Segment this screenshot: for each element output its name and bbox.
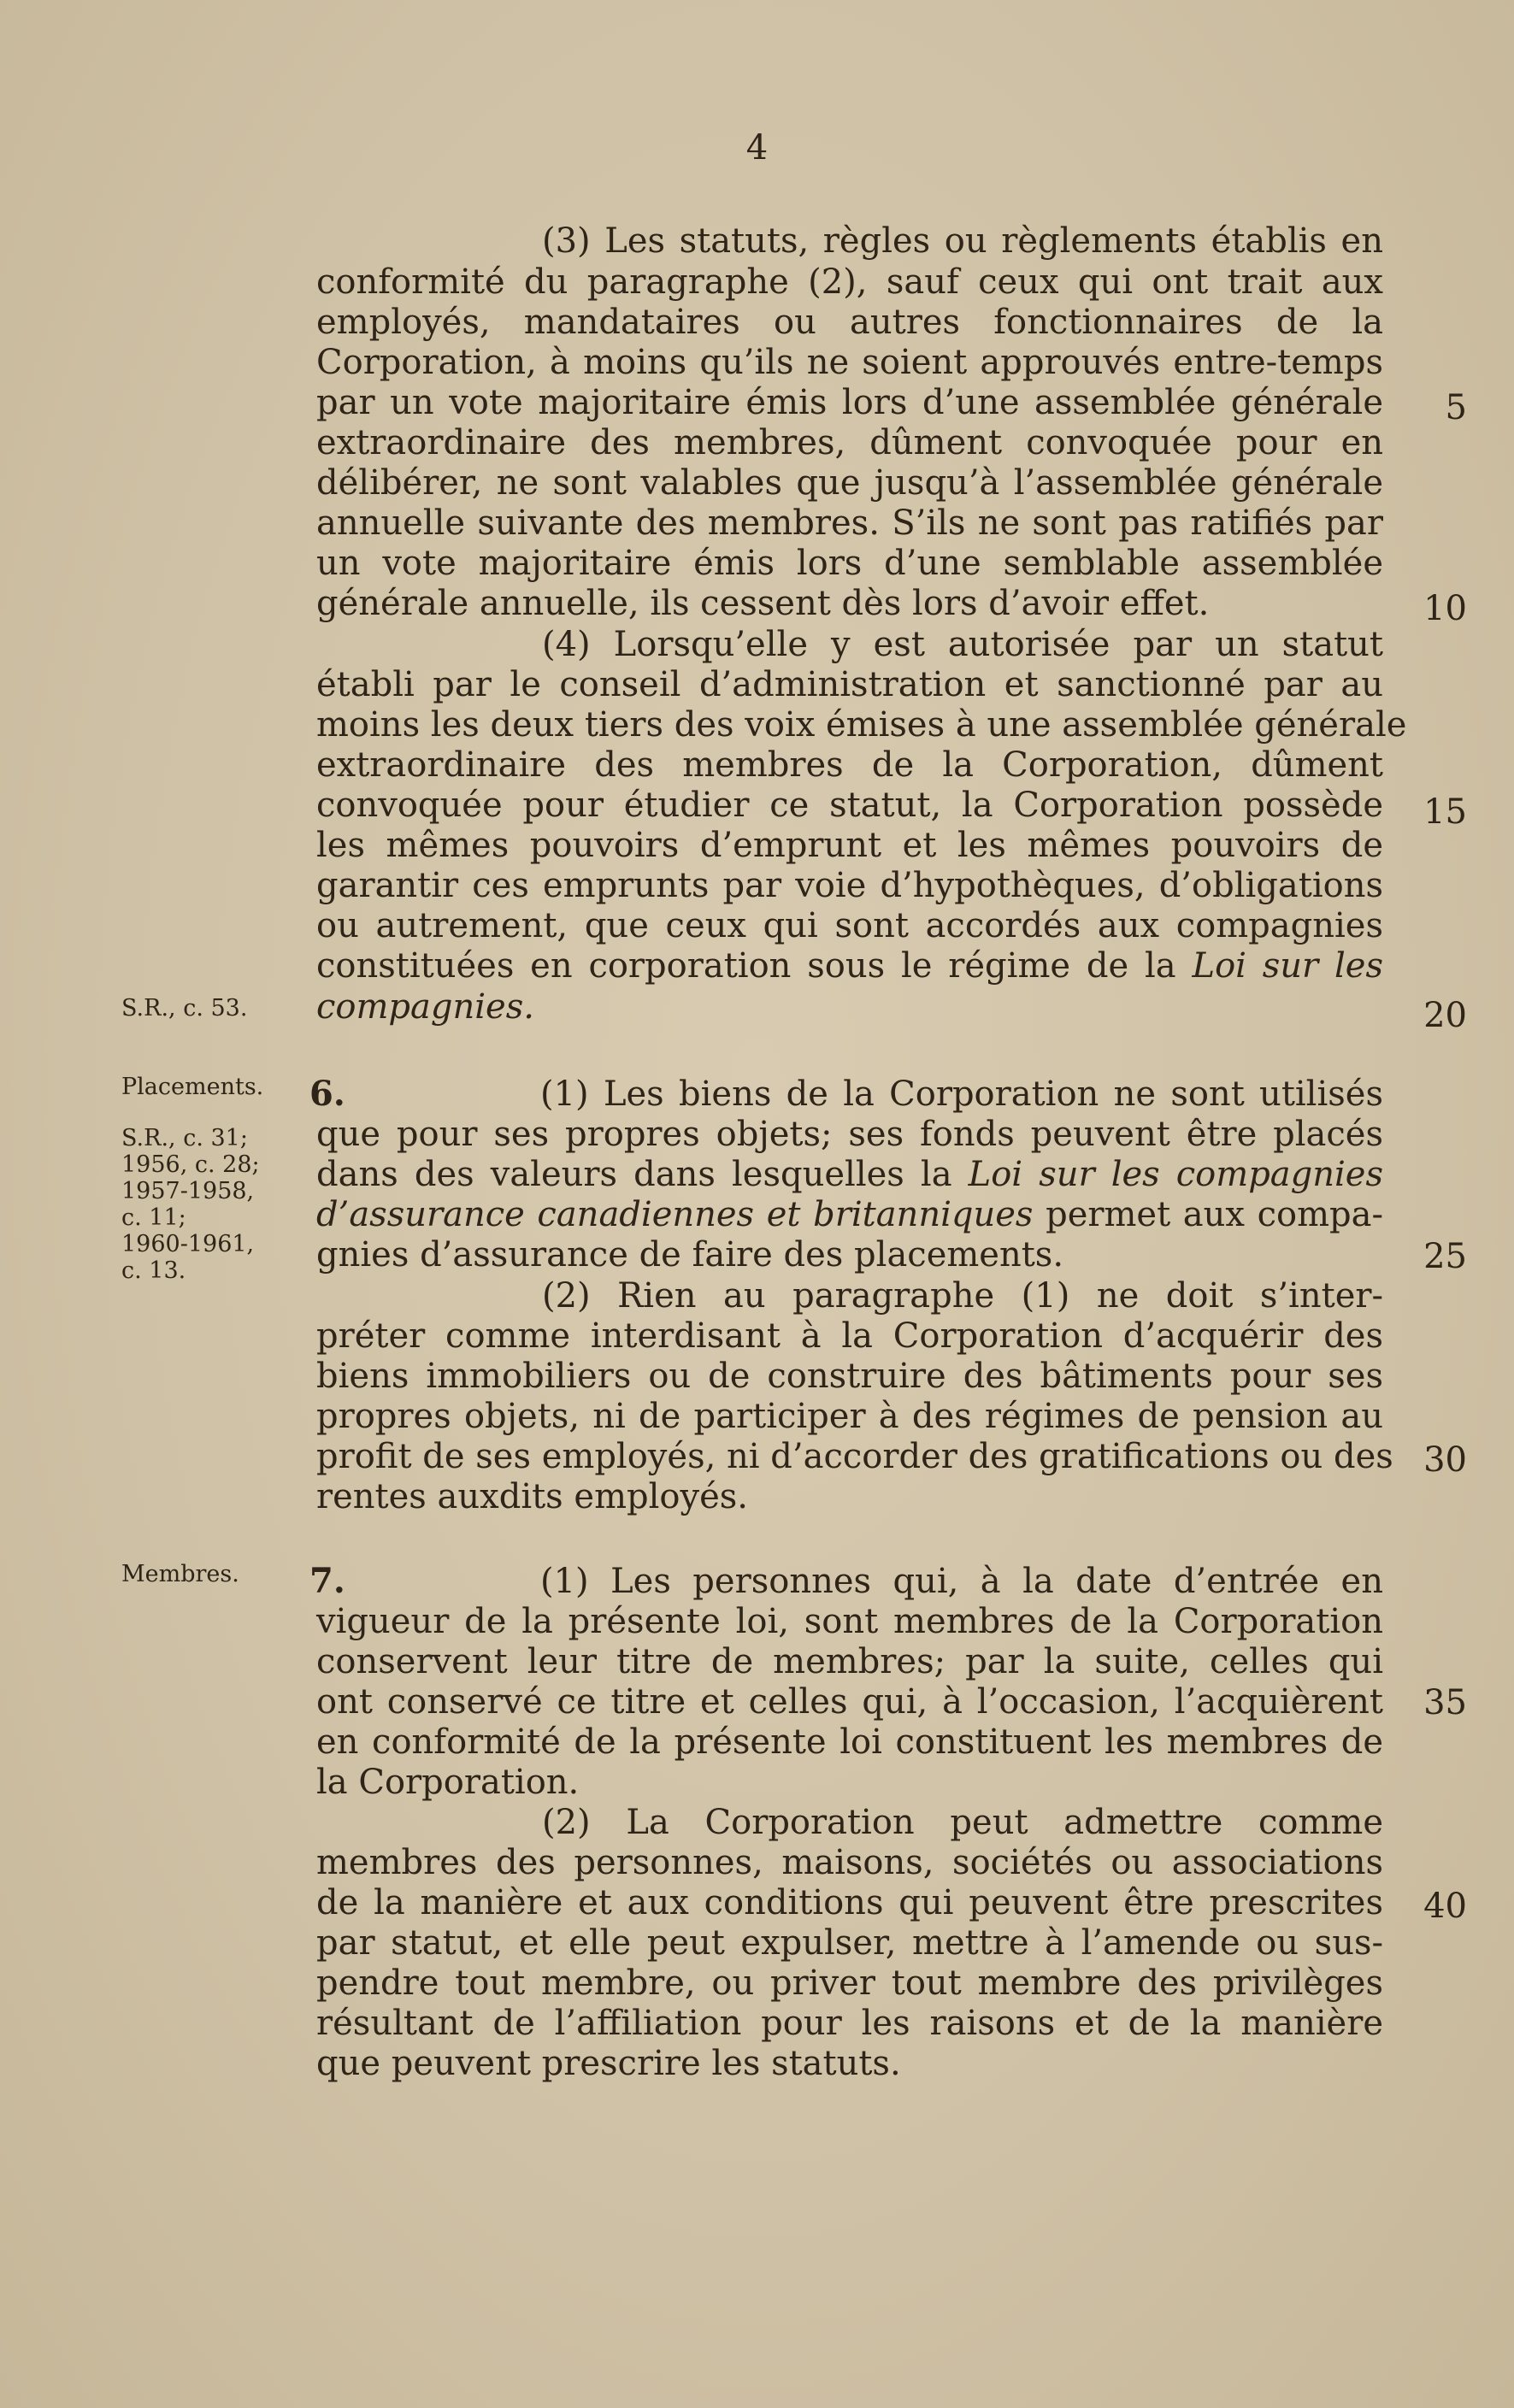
section-heading-line: 7. (1) Les personnes qui, à la date d’entrée en bbox=[309, 1561, 1383, 1601]
text-line: rentes auxdits employés. bbox=[316, 1477, 749, 1516]
text-line: résultant de l’affiliation pour les raisons et de la manière bbox=[316, 2004, 1383, 2043]
text-line: (4) Lorsqu’elle y est autorisée par un statut bbox=[542, 625, 1383, 664]
text-line: Corporation, à moins qu’ils ne soient approuvés entre-temps bbox=[316, 343, 1383, 382]
margin-note-placements: Placements. bbox=[121, 1074, 264, 1100]
line-number: 10 bbox=[1423, 589, 1467, 628]
text-line: extraordinaire des membres de la Corporation, dûment bbox=[316, 745, 1383, 785]
text-line: annuelle suivante des membres. S’ils ne sont pas ratifiés par bbox=[316, 503, 1383, 543]
line-number: 35 bbox=[1423, 1683, 1467, 1722]
margin-note-citations: S.R., c. 31; 1956, c. 28; 1957-1958, c. 11; 1960-1961, c. 13. bbox=[121, 1125, 260, 1284]
text-line: par un vote majoritaire émis lors d’une assemblée générale bbox=[316, 383, 1383, 422]
section-heading-line: 6. (1) Les biens de la Corporation ne sont utilisés bbox=[309, 1074, 1383, 1114]
text-line: délibérer, ne sont valables que jusqu’à l’assemblée générale bbox=[316, 463, 1383, 503]
text-line: (2) Rien au paragraphe (1) ne doit s’inter- bbox=[542, 1276, 1383, 1316]
text-line: que peuvent prescrire les statuts. bbox=[316, 2044, 901, 2083]
text-line: les mêmes pouvoirs d’emprunt et les mêmes pouvoirs de bbox=[316, 826, 1383, 865]
line-number: 5 bbox=[1445, 388, 1467, 427]
text-line: membres des personnes, maisons, sociétés ou associations bbox=[316, 1843, 1383, 1882]
text-line: un vote majoritaire émis lors d’une semblable assemblée bbox=[316, 544, 1383, 583]
text-line: pendre tout membre, ou priver tout membre des privilèges bbox=[316, 1963, 1383, 2003]
margin-note-citation: S.R., c. 53. bbox=[121, 995, 248, 1021]
text-line: garantir ces emprunts par voie d’hypothèques, d’obligations bbox=[316, 866, 1383, 905]
text-line: extraordinaire des membres, dûment convoquée pour en bbox=[316, 423, 1383, 462]
text-line: biens immobiliers ou de construire des bâtiments pour ses bbox=[316, 1357, 1383, 1396]
line-number: 15 bbox=[1423, 792, 1467, 832]
text-line: profit de ses employés, ni d’accorder des gratifications ou des bbox=[316, 1437, 1393, 1476]
text-line: d’assurance canadiennes et britanniques permet aux compa- bbox=[316, 1195, 1384, 1234]
text-line: compagnies. bbox=[316, 987, 534, 1027]
text-line: générale annuelle, ils cessent dès lors d’avoir effet. bbox=[316, 584, 1210, 623]
text-line: convoquée pour étudier ce statut, la Corporation possède bbox=[316, 786, 1383, 825]
text-line: constituées en corporation sous le régime de la Loi sur les bbox=[316, 946, 1384, 986]
line-number: 20 bbox=[1423, 996, 1467, 1035]
line-number: 30 bbox=[1423, 1440, 1467, 1480]
text-line: dans des valeurs dans lesquelles la Loi sur les compagnies bbox=[316, 1155, 1384, 1194]
text-line: la Corporation. bbox=[316, 1763, 580, 1802]
line-number: 40 bbox=[1423, 1887, 1467, 1926]
text-line: conservent leur titre de membres; par la suite, celles qui bbox=[316, 1642, 1383, 1681]
text-line: établi par le conseil d’administration et sanctionné par au bbox=[316, 665, 1383, 704]
text-line: que pour ses propres objets; ses fonds peuvent être placés bbox=[316, 1115, 1383, 1154]
text-line: par statut, et elle peut expulser, mettre à l’amende ou sus- bbox=[316, 1923, 1383, 1963]
page-number: 4 bbox=[745, 128, 769, 168]
line-number: 25 bbox=[1423, 1237, 1467, 1276]
text-line: (2) La Corporation peut admettre comme bbox=[542, 1803, 1383, 1842]
text-line: gnies d’assurance de faire des placements. bbox=[316, 1235, 1064, 1275]
text-line: ont conservé ce titre et celles qui, à l’occasion, l’acquièrent bbox=[316, 1682, 1383, 1722]
text-line: préter comme interdisant à la Corporation d’acquérir des bbox=[316, 1316, 1383, 1356]
section-number: 6. bbox=[309, 1074, 345, 1114]
margin-note-membres: Membres. bbox=[121, 1561, 239, 1587]
text-line: propres objets, ni de participer à des régimes de pension au bbox=[316, 1397, 1383, 1436]
text-line: conformité du paragraphe (2), sauf ceux qui ont trait aux bbox=[316, 262, 1383, 302]
text-line: moins les deux tiers des voix émises à une assemblée générale bbox=[316, 705, 1407, 745]
section-number: 7. bbox=[309, 1561, 345, 1601]
text-line: vigueur de la présente loi, sont membres de la Corporation bbox=[316, 1602, 1383, 1641]
text-line: employés, mandataires ou autres fonctionnaires de la bbox=[316, 303, 1383, 342]
text-line: de la manière et aux conditions qui peuvent être prescrites bbox=[316, 1883, 1383, 1922]
text-line: (3) Les statuts, règles ou règlements établis en bbox=[542, 221, 1383, 261]
text-line: en conformité de la présente loi constituent les membres de bbox=[316, 1722, 1383, 1762]
text-line: ou autrement, que ceux qui sont accordés aux compagnies bbox=[316, 906, 1383, 945]
